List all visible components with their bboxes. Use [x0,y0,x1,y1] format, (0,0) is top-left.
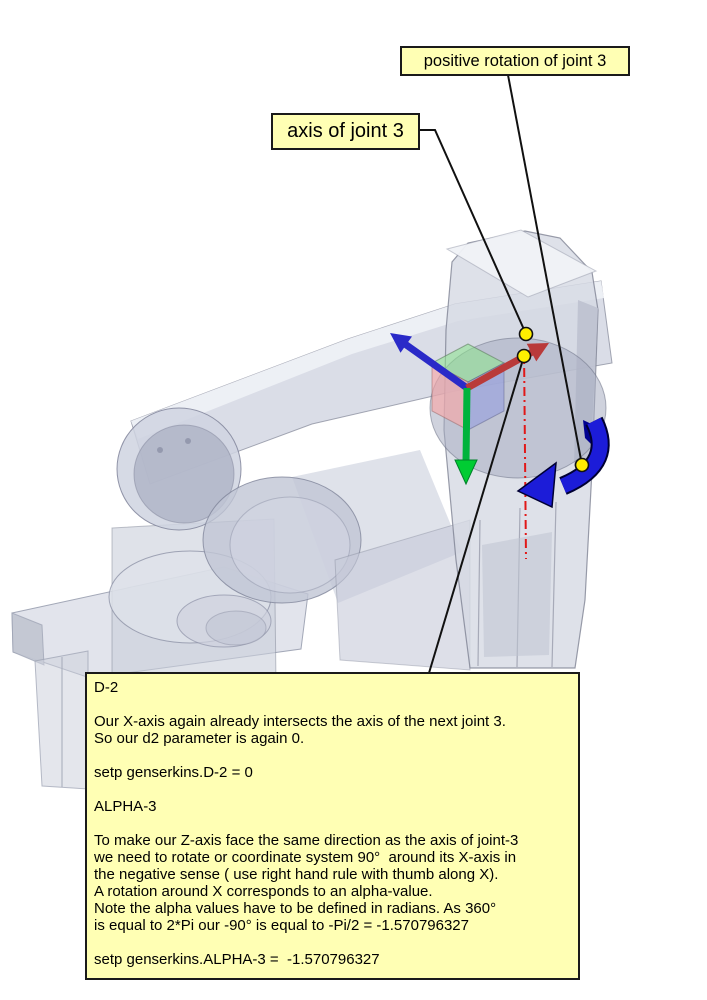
note-line: So our d2 parameter is again 0. [94,730,305,747]
note-line [94,815,572,832]
note-line: Our X-axis again already intersects the axis of the next joint 3. [94,713,506,730]
axis-of-joint3-label [271,113,420,150]
marker-dot-axis-top [520,328,533,341]
axis-of-joint3-label-text: axis of joint 3 [287,120,404,142]
note-line [94,934,572,951]
dh-parameter-note-box [85,672,580,980]
positive-rotation-label [400,46,630,76]
note-line: A rotation around X corresponds to an alpha-value. [94,883,433,900]
positive-rotation-label-text: positive rotation of joint 3 [423,51,607,70]
note-line: the negative sense ( use right hand rule with thumb along X). [94,866,499,883]
note-line: To make our Z-axis face the same direction as the axis of joint-3 [94,832,519,849]
note-line: is equal to 2*Pi our -90° is equal to -Pi/2 = -1.570796327 [94,917,469,934]
note-line: ALPHA-3 [94,798,157,815]
note-line: setp genserkins.D-2 = 0 [94,764,253,781]
note-line: Note the alpha values have to be defined in radians. As 360° [94,900,497,917]
note-line: setp genserkins.ALPHA-3 = -1.570796327 [94,951,380,968]
note-line: we need to rotate or coordinate system 90° around its X-axis in [94,849,517,866]
note-line [94,781,572,798]
note-line [94,747,572,764]
note-line: D-2 [94,679,119,696]
marker-dot-rotation [576,459,589,472]
note-line [94,696,572,713]
marker-dot-axis-origin [518,350,531,363]
